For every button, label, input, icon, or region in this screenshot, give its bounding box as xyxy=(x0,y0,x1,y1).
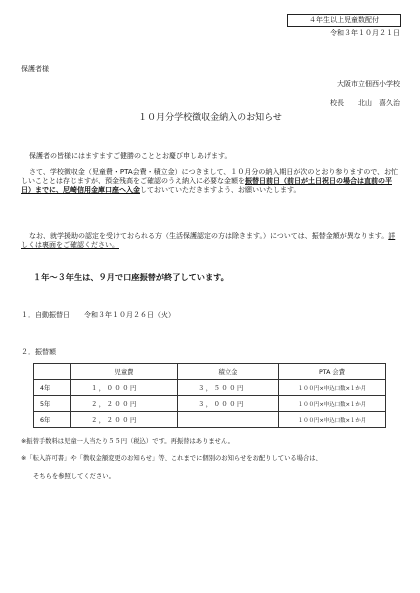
child-fee-cell: ２，２００円 xyxy=(71,396,178,412)
pta-fee-cell: １００円×申込口数×１か月 xyxy=(279,396,386,412)
school-name: 大阪市立佃西小学校 xyxy=(337,80,400,88)
table-row xyxy=(34,396,386,412)
table-header-grade xyxy=(34,364,71,380)
payment-deadline-emphasis: 振替日前日（前日が土日祝日の場合は直前の平日）までに、尼崎信用金庫口座へ入金 xyxy=(21,177,392,194)
fee-note: ※振替手数料は児童一人当たり５５円（税込）です。再振替はありません。 xyxy=(21,438,234,445)
assistance-paragraph xyxy=(21,232,400,250)
grade-cell: 4年 xyxy=(34,380,71,396)
page-title: １０月分学校徴収金納入のお知らせ xyxy=(138,113,282,123)
savings-cell: ３，０００円 xyxy=(178,396,279,412)
individual-notice-note: ※「転入許可書」や「徴収金額変更のお知らせ」等、これまでに個別のお知らせをお配りしている場合は、 xyxy=(21,455,322,462)
payment-text-before: さて、学校徴収金（児童費・PTA会費・積立金）につきまして、１０月分の納入期日が次のとおり参りますので、お忙しいこととは存じますが、預金残高をご確認のうえ納入に必要な金額を xyxy=(21,168,399,185)
child-fee-cell: １，０００円 xyxy=(71,380,178,396)
savings-cell: ３，５００円 xyxy=(178,380,279,396)
grade-cell: 5年 xyxy=(34,396,71,412)
grade-notice: １年～３年生は、９月で口座振替が終了しています。 xyxy=(33,272,229,282)
pta-fee-cell: １００円×申込口数×１か月 xyxy=(279,412,386,428)
table-header-pta: PTA 会費 xyxy=(279,364,386,380)
savings-cell xyxy=(178,412,279,428)
greeting-text: 保護者の皆様にはますますご健勝のこととお慶び申しあげます。 xyxy=(29,152,232,160)
issue-date: 令和３年１０月２１日 xyxy=(330,29,400,37)
table-row xyxy=(34,412,386,428)
child-fee-cell: ２，２００円 xyxy=(71,412,178,428)
table-header-savings: 積立金 xyxy=(178,364,279,380)
table-header-row xyxy=(34,364,386,380)
addressee: 保護者様 xyxy=(21,65,49,73)
pta-fee-cell: １００円×申込口数×１か月 xyxy=(279,380,386,396)
payment-paragraph xyxy=(21,168,400,195)
grade-cell: 6年 xyxy=(34,412,71,428)
table-header-child: 児童費 xyxy=(71,364,178,380)
greeting-paragraph xyxy=(21,152,400,161)
fee-table xyxy=(33,363,386,428)
principal-name: 校長 北山 喜久治 xyxy=(330,99,400,107)
assistance-see-back-note: 詳しくは裏面をご確認ください。 xyxy=(21,232,396,249)
assistance-text: なお、就学援助の認定を受けておられる方（生活保護認定の方は除きます。）については、振替金額が異なります。 xyxy=(29,232,389,240)
transfer-date-section: １．自動振替日 令和３年１０月２６日（火） xyxy=(21,311,175,319)
payment-text-after: しておいていただきますよう、お願いいたします。 xyxy=(140,186,301,194)
transfer-amount-heading: ２．振替額 xyxy=(21,348,56,356)
table-row xyxy=(34,380,386,396)
individual-notice-note-cont: そちらを参照してください。 xyxy=(33,473,115,480)
distribution-badge: ４年生以上児童数配付 xyxy=(287,14,401,27)
